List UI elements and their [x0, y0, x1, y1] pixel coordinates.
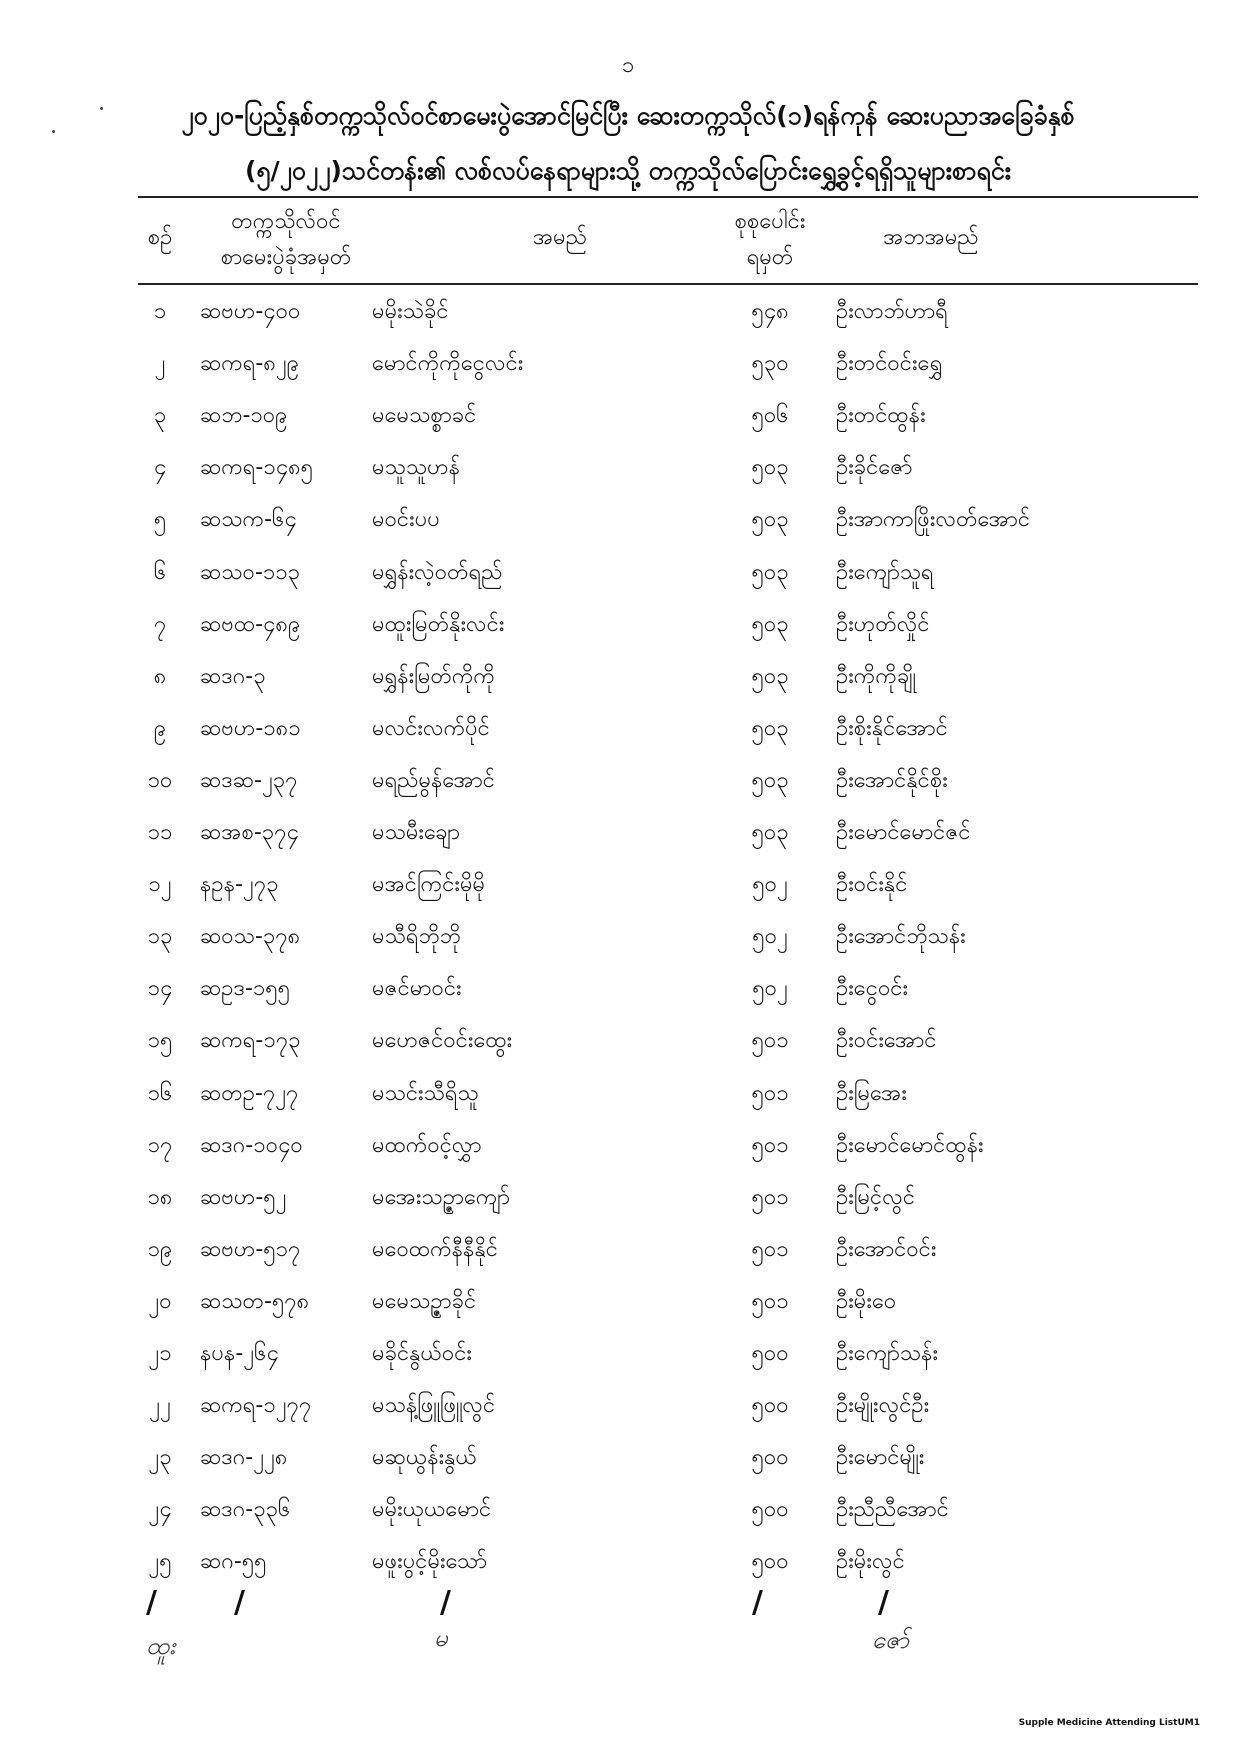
- row-total-marks: ၅၄၈: [751, 299, 789, 324]
- row-father-name: ဦးမောင်မျိုး: [836, 1445, 925, 1471]
- table-row: [0, 1328, 1256, 1380]
- row-father-name: ဦးငွေဝင်း: [836, 976, 909, 1002]
- row-name: မဆုယွန်းနွယ်: [372, 1445, 477, 1471]
- row-total-marks: ၅၀၁: [751, 1132, 789, 1158]
- row-name: မခိုင်နွယ်ဝင်း: [372, 1341, 473, 1366]
- row-name: မရွှန်းမြတ်ကိုကို: [372, 663, 495, 689]
- header-no: စဉ်: [147, 225, 173, 250]
- row-no: ၂၅: [148, 1549, 172, 1575]
- row-father-name: ဦးအာကာဖြိုးလတ်အောင်: [836, 507, 1031, 533]
- row-total-marks: ၅၀၀: [751, 1393, 789, 1419]
- table-row: [0, 442, 1256, 494]
- row-father-name: ဦးအောင်ဝင်း: [836, 1236, 937, 1262]
- row-father-name: ဦးအောင်နိုင်စိုး: [836, 767, 948, 793]
- row-name: မထက်ဝင့်လွှာ: [372, 1132, 482, 1158]
- signature-2: မ: [434, 1624, 448, 1652]
- row-no: ၇: [153, 611, 167, 637]
- row-roll-number: ဆဒဂ-၃၃၆: [200, 1497, 291, 1523]
- table-row: [0, 859, 1256, 911]
- table-row: [0, 390, 1256, 442]
- row-roll-number: ဆဒဂ-၁၀၄၀: [200, 1132, 303, 1158]
- slash-mark-marks: /: [752, 1585, 763, 1620]
- document-title-line-1: ၂၀၂၀-ပြည့်နှစ်တက္ကသိုလ်ဝင်စာမေးပွဲအောင်မြင်ပြီး ဆေးတက္ကသိုလ်(၁)ရန်ကုန် ဆေးပညာအခြေခံနှစ်: [181, 101, 1075, 130]
- row-no: ၁၉: [147, 1236, 173, 1262]
- table-row: [0, 807, 1256, 859]
- row-name: မဖူးပွင့်မိုးသော်: [372, 1549, 488, 1575]
- page-number: ၁: [621, 53, 635, 78]
- scan-speck: [52, 130, 55, 133]
- row-father-name: ဦးမိုးလွင်: [836, 1549, 905, 1575]
- row-roll-number: ဆဒဆ-၂၃၇: [200, 767, 298, 793]
- row-name: မအေးသဥ္ဇာကျော်: [372, 1184, 510, 1210]
- scan-speck: [100, 107, 103, 110]
- row-father-name: ဦးမြအေး: [836, 1080, 907, 1106]
- row-no: ၁၄: [147, 976, 173, 1002]
- row-name: မမေသဥ္ဇာခိုင်: [372, 1288, 477, 1314]
- row-total-marks: ၅၀၁: [751, 1080, 789, 1106]
- row-roll-number: ဆဥဒ-၁၅၅: [200, 976, 291, 1002]
- row-roll-number: ဆကရ-၈၂၉: [200, 351, 300, 377]
- row-no: ၁၆: [147, 1080, 173, 1106]
- row-no: ၁၂: [148, 872, 172, 898]
- row-father-name: ဦးမိုးဝေ: [836, 1288, 897, 1314]
- row-roll-number: ဆဒဂ-၃: [200, 663, 266, 689]
- table-row: [0, 1432, 1256, 1484]
- row-no: ၃: [153, 403, 167, 429]
- row-name: မထူးမြတ်နိုးလင်း: [372, 611, 505, 637]
- table-header-rule: [138, 283, 1198, 285]
- row-no: ၂၂: [149, 1393, 171, 1419]
- table-row: [0, 1172, 1256, 1224]
- row-no: ၁၈: [147, 1184, 173, 1210]
- row-total-marks: ၅၀၀: [751, 1445, 789, 1471]
- row-father-name: ဦးဝင်းအောင်: [836, 1028, 937, 1054]
- row-total-marks: ၅၀၃: [751, 611, 789, 637]
- table-row: [0, 494, 1256, 546]
- row-no: ၉: [153, 715, 167, 741]
- row-roll-number: ဆကရ-၁၂၇၇: [200, 1393, 312, 1419]
- row-roll-number: ဆဘ-၁၀၉: [200, 403, 288, 429]
- row-father-name: ဦးခိုင်ဇော်: [836, 455, 913, 481]
- row-total-marks: ၅၀၂: [752, 976, 788, 1002]
- header-marks-line-1: စုစုပေါင်း: [734, 209, 806, 234]
- table-row: [0, 547, 1256, 599]
- row-no: ၂၃: [148, 1445, 172, 1471]
- row-total-marks: ၅၀၁: [751, 1028, 789, 1054]
- row-father-name: ဦးလာဘ်ဟာရီ: [836, 299, 948, 324]
- slash-mark-father: /: [878, 1585, 889, 1620]
- header-roll: [196, 204, 376, 276]
- header-roll-line-1: တက္ကသိုလ်ဝင်: [231, 209, 341, 234]
- row-name: မဟေဇင်ဝင်းထွေး: [372, 1028, 513, 1054]
- row-total-marks: ၅၃၀: [751, 351, 789, 377]
- row-name: မသူသူဟန်: [372, 455, 461, 481]
- row-name: မမိုးယုယမောင်: [372, 1497, 492, 1523]
- row-roll-number: ဆဝသ-၃၇၈: [200, 924, 301, 950]
- row-no: ၁၅: [147, 1028, 173, 1054]
- table-row: [0, 599, 1256, 651]
- header-marks-line-2: ရမှတ်: [746, 245, 794, 270]
- row-no: ၂၄: [148, 1497, 172, 1523]
- row-father-name: ဦးမောင်မောင်ဇင်: [836, 820, 971, 845]
- row-roll-number: ဆဗဟ-၁၈၁: [200, 715, 301, 741]
- row-roll-number: ဆတဥ-၇၂၇: [200, 1080, 299, 1106]
- table-row: [0, 338, 1256, 390]
- header-marks: [720, 204, 820, 276]
- table-row: [0, 286, 1256, 338]
- row-father-name: ဦးမျိုးလွင်ဦး: [836, 1393, 930, 1419]
- slash-mark-name: /: [440, 1585, 451, 1620]
- slash-mark-no: /: [146, 1585, 157, 1620]
- row-total-marks: ၅၀၃: [751, 715, 789, 741]
- table-row: [0, 1276, 1256, 1328]
- signature-3: ဇော်: [872, 1626, 910, 1654]
- row-father-name: ဦးတင်ထွန်း: [836, 403, 926, 429]
- row-roll-number: ဆဗဟ-၄၀၀: [200, 299, 301, 324]
- row-no: ၁၃: [147, 924, 173, 950]
- table-row: [0, 1536, 1256, 1588]
- row-total-marks: ၅၀၃: [751, 455, 789, 481]
- table-row: [0, 1068, 1256, 1120]
- row-name: မရည်မွန်အောင်: [372, 767, 495, 793]
- header-father: အဘအမည်: [883, 225, 979, 250]
- row-father-name: ဦးဝင်းနိုင်: [836, 872, 908, 898]
- row-roll-number: ဆကရ-၁၄၈၅: [200, 455, 314, 481]
- row-total-marks: ၅၀၆: [751, 403, 789, 429]
- row-no: ၂၁: [148, 1341, 172, 1366]
- row-total-marks: ၅၀၁: [751, 1236, 789, 1262]
- table-row: [0, 911, 1256, 963]
- footer-note: Supple Medicine Attending ListUM1: [1018, 1718, 1200, 1728]
- row-father-name: ဦးမောင်မောင်ထွန်း: [836, 1132, 984, 1158]
- row-no: ၂: [154, 351, 166, 377]
- row-roll-number: ဆဗထ-၄၈၉: [200, 611, 301, 637]
- slash-mark-roll: /: [234, 1585, 245, 1620]
- row-total-marks: ၅၀၃: [751, 559, 789, 585]
- row-no: ၆: [153, 559, 167, 585]
- table-row: [0, 1120, 1256, 1172]
- row-name: မသန့်ဖြူဖြူလွင်: [372, 1393, 496, 1419]
- row-total-marks: ၅၀၂: [752, 924, 788, 950]
- row-name: မဝေထက်နီနီနိုင်: [372, 1236, 499, 1262]
- row-no: ၁၀: [147, 767, 173, 793]
- row-total-marks: ၅၀၂: [752, 872, 788, 898]
- document-title-line-2: (၅/၂၀၂၂)သင်တန်း၏ လစ်လပ်နေရာများသို့ တက္ကသိုလ်ပြောင်းရွှေ့ခွင့်ရရှိသူများစာရင်း: [244, 156, 1012, 185]
- row-father-name: ဦးညီညီအောင်: [836, 1497, 949, 1523]
- row-father-name: ဦးဟုတ်လှိုင်: [836, 611, 930, 637]
- row-total-marks: ၅၀၀: [751, 1341, 789, 1366]
- row-total-marks: ၅၀၃: [751, 507, 789, 533]
- table-row: [0, 1015, 1256, 1067]
- row-no: ၁: [153, 299, 167, 324]
- table-top-rule: [138, 196, 1198, 198]
- row-father-name: ဦးတင်ဝင်းရွှေ: [836, 351, 943, 377]
- row-name: မဝင်းပပ: [372, 507, 440, 533]
- row-roll-number: နပန-၂၆၄: [200, 1341, 279, 1366]
- row-name: မဇင်မာဝင်း: [372, 976, 462, 1002]
- row-roll-number: ဆအစ-၃၇၄: [200, 820, 299, 845]
- header-name: အမည်: [532, 225, 588, 250]
- row-father-name: ဦးကျော်သန်း: [836, 1341, 939, 1366]
- table-row: [0, 1484, 1256, 1536]
- row-no: ၂၀: [148, 1288, 172, 1314]
- row-name: မောင်ကိုကိုငွေလင်း: [372, 351, 524, 377]
- table-row: [0, 651, 1256, 703]
- row-roll-number: ဆဗဟ-၅၂: [200, 1184, 287, 1210]
- row-roll-number: ဆဂ-၅၅: [200, 1549, 267, 1575]
- row-no: ၈: [153, 663, 167, 689]
- row-roll-number: ဆဗဟ-၅၁၇: [200, 1236, 301, 1262]
- row-father-name: ဦးကျော်သူရ: [836, 559, 934, 585]
- row-name: မမေသစ္စာခင်: [372, 403, 477, 429]
- row-name: မသင်းသီရိသူ: [372, 1080, 479, 1106]
- table-row: [0, 963, 1256, 1015]
- row-total-marks: ၅၀၃: [751, 767, 789, 793]
- row-name: မသီရိဘိုဘို: [372, 924, 461, 950]
- row-no: ၁၁: [147, 820, 173, 845]
- row-name: မလင်းလက်ပိုင်: [372, 715, 490, 741]
- row-total-marks: ၅၀၁: [751, 1288, 789, 1314]
- table-row: [0, 703, 1256, 755]
- row-total-marks: ၅၀၃: [751, 663, 789, 689]
- row-name: မအင်ကြင်းမိုမို: [372, 872, 486, 898]
- row-roll-number: ဆဒဂ-၂၂၈: [200, 1445, 288, 1471]
- row-father-name: ဦးကိုကိုချို: [836, 663, 916, 689]
- row-father-name: ဦးမြင့်လွင်: [836, 1184, 916, 1210]
- row-total-marks: ၅၀၀: [751, 1549, 789, 1575]
- row-roll-number: ဆကရ-၁၇၃: [200, 1028, 301, 1054]
- table-row: [0, 1224, 1256, 1276]
- row-roll-number: ဆသက-၆၄: [200, 507, 297, 533]
- row-total-marks: ၅၀၃: [751, 820, 789, 845]
- row-no: ၄: [153, 455, 167, 481]
- row-total-marks: ၅၀၁: [751, 1184, 789, 1210]
- signature-1: ထူး: [146, 1632, 176, 1660]
- row-roll-number: ဆသဝ-၁၁၃: [200, 559, 300, 585]
- row-name: မမိုးသဲခိုင်: [372, 299, 449, 324]
- row-roll-number: နဥန-၂၇၃: [200, 872, 279, 898]
- table-row: [0, 755, 1256, 807]
- row-roll-number: ဆသတ-၅၇၈: [200, 1288, 310, 1314]
- header-roll-line-2: စာမေးပွဲခုံအမှတ်: [220, 245, 352, 270]
- row-name: မရွှန်းလဲ့ဝတ်ရည်: [372, 559, 503, 585]
- row-father-name: ဦးစိုးနိုင်အောင်: [836, 715, 948, 741]
- row-name: မသမီးချော: [372, 820, 460, 845]
- row-no: ၅: [153, 507, 167, 533]
- row-no: ၁၇: [147, 1132, 173, 1158]
- row-father-name: ဦးအောင်ဘိုသန်း: [836, 924, 966, 950]
- row-total-marks: ၅၀၀: [751, 1497, 789, 1523]
- table-row: [0, 1380, 1256, 1432]
